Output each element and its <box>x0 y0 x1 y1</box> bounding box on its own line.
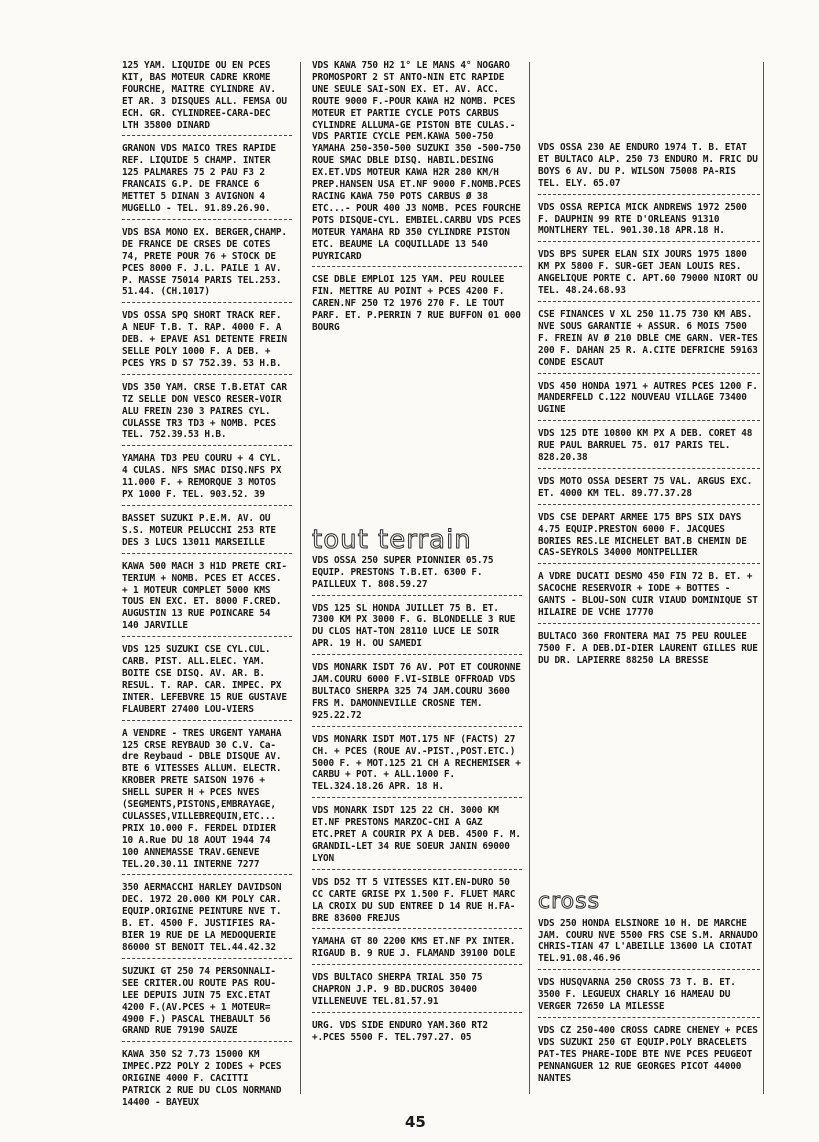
ad-separator <box>122 135 292 136</box>
ad-separator <box>312 964 522 965</box>
classified-ad: KAWA 500 MACH 3 H1D PRETE CRI-TERIUM + NOMB. PCES ET ACCES. + 1 MOTEUR COMPLET 5000 KMS TOUS EN EXC. ET. 8000 F.CRED. AUGUSTIN 13 RUE POINCARE 54 140 JARVILLE <box>122 560 287 632</box>
ad-separator <box>538 373 760 374</box>
classified-ad: VDS 450 HONDA 1971 + AUTRES PCES 1200 F. MANDERFELD C.122 NOUVEAU VILLAGE 73400 UGINE <box>538 380 758 416</box>
ad-separator <box>538 468 760 469</box>
classified-ad: VDS D52 TT 5 VITESSES KIT.EN-DURO 50 CC CARTE GRISE PX 1.500 F. FLUET MARC LA CROIX DU SUD ENTREE D 14 RUE H.FA-BRE 83600 FREJUS <box>312 876 516 924</box>
classified-ad: VDS CSE DEPART ARMEE 175 BPS SIX DAYS 4.75 EQUIP.PRESTON 6000 F. JACQUES BORIES RES.LE MICHELET BAT.B CHEMIN DE CAS-SEYROLS 34000 MONTPELLIER <box>538 511 747 559</box>
ad-separator <box>538 241 760 242</box>
classified-ad: YAMAHA TD3 PEU COURU + 4 CYL. 4 CULAS. NFS SMAC DISQ.NFS PX 11.000 F. + REMORQUE 3 MOTOS PX 1000 F. TEL. 903.52. 39 <box>122 453 282 501</box>
ad-separator <box>122 505 292 506</box>
classified-ad: VDS HUSQVARNA 250 CROSS 73 T. B. ET. 3500 F. LEGUEUX CHARLY 16 HAMEAU DU VERGER 72650 LA MILESSE <box>538 977 736 1013</box>
classified-ad: 125 YAM. LIQUIDE OU EN PCES KIT, BAS MOTEUR CADRE KROME FOURCHE, MAITRE CYLINDRE AV. ET AR. 3 DISQUES ALL. FEMSA OU ECH. GR. CYLINDREE-CARA-DEC LTH 35800 DINARD <box>122 60 287 131</box>
classified-ad: CSE FINANCES V XL 250 11.75 730 KM ABS. NVE SOUS GARANTIE + ASSUR. 6 MOIS 7500 F. FREIN AV Ø 210 DBLE CME GARN. VER-TES 200 F. DAHAN 25 R. A.CITE DEFRICHE 59163 CONDE ESCAUT <box>538 308 758 368</box>
ad-separator <box>122 636 292 637</box>
classified-ad: VDS 350 YAM. CRSE T.B.ETAT CAR TZ SELLE DON VESCO RESER-VOIR ALU FREIN 230 3 PAIRES CYL. CULASSE TR3 TD3 + NOMB. PCES TEL. 752.39.53 H.B. <box>122 381 287 441</box>
ad-separator <box>538 563 760 564</box>
column-middle <box>312 60 522 1045</box>
ad-separator <box>312 869 522 870</box>
classified-ad: VDS KAWA 750 H2 1° LE MANS 4° NOGARO PROMOSPORT 2 ST ANTO-NIN ETC RAPIDE UNE SEULE SAI-SON EX. ET. AV. ACC. ROUTE 9000 F.-POUR KAWA H2 NOMB. PCES MOTEUR ET PARTIE CYCLE POTS CARBUS CYLINDRE ALLUMA-GE PISTON BTE CULAS.- VDS PARTIE CYCLE PEM.KAWA 500-750 YAMAHA 250-350-500 SUZUKI 350 -500-750 ROUE SMAC DBLE DISQ. HABIL.DESING EX.ET.VDS MOTEUR KAWA H2R 280 KM/H PREP.HANSEN USA ET.NF 9000 F.NOMB.PCES RACING KAWA 750 POTS CARBUS Ø 38 ETC...- POUR 400 J3 NOMB. PCES FOURCHE POTS DISQUE-CYL. EMBIEL.CARBU VDS PCES MOTEUR YAMAHA RD 350 CYLINDRE PISTON ETC. BEAUME LA COQUILLADE 13 540 PUYRICARD <box>312 60 521 262</box>
ad-separator <box>538 420 760 421</box>
cross-ads <box>538 918 760 1086</box>
classified-ad: A VDRE DUCATI DESMO 450 FIN 72 B. ET. + SACOCHE RESERVOIR + IODE + BOTTES - GANTS - BLOU-SON CUIR VIAUD DOMINIQUE ST HILAIRE DE VCHE 17770 <box>538 571 758 619</box>
page-number: 45 <box>405 1113 426 1131</box>
ad-separator <box>122 720 292 721</box>
classified-ad: VDS OSSA 250 SUPER PIONNIER 05.75 EQUIP. PRESTONS T.B.ET. 6300 F. PAILLEUX T. 808.59.27 <box>312 554 494 590</box>
classified-ad: VDS MOTO OSSA DESERT 75 VAL. ARGUS EXC. ET. 4000 KM TEL. 89.77.37.28 <box>538 475 753 499</box>
classified-ad: VDS MONARK ISDT MOT.175 NF (FACTS) 27 CH. + PCES (ROUE AV.-PIST.,POST.ETC.) 5000 F. + MOT.125 21 CH A RECHEMISER + CARBU + POT. + ALL.1000 F. TEL.324.18.26 APR. 18 H. <box>312 733 521 793</box>
ad-separator <box>538 504 760 505</box>
ad-separator <box>122 958 292 959</box>
column-right <box>538 60 760 1086</box>
ad-separator <box>312 797 522 798</box>
ad-separator <box>312 266 522 267</box>
ad-separator <box>122 374 292 375</box>
column-left <box>122 60 292 1110</box>
ad-separator <box>312 928 522 929</box>
classified-ad: GRANON VDS MAICO TRES RAPIDE REF. LIQUIDE 5 CHAMP. INTER 125 PALMARES 75 2 PAU F3 2 FRANCAIS G.P. DE FRANCE 6 METTET 5 DINAN 3 AVIGNON 4 MUGELLO - TEL. 91.89.26.90. <box>122 143 276 214</box>
ad-separator <box>122 874 292 875</box>
ad-separator <box>538 194 760 195</box>
classified-ad: VDS BULTACO SHERPA TRIAL 350 75 CHAPRON J.P. 9 BD.DUCROS 30400 VILLENEUVE TEL.81.57.91 <box>312 972 483 1008</box>
column-rule-middle <box>529 62 530 1094</box>
classified-ad: A VENDRE - TRES URGENT YAMAHA 125 CRSE REYBAUD 30 C.V. Ca-dre Reybaud - DBLE DISQUE AV. BTE 6 VITESSES ALLUM. ELECTR. KROBER PRETE SAISON 1976 + SHELL SUPER H + PCES NVES (SEGMENTS,PISTONS,EMBRAYAGE, CULASSES,VILLEBREQUIN,ETC... PRIX 10.000 F. FERDEL DIDIER 10 A.Rue DU 18 AOUT 1944 74 100 ANNEMASSE TRAV.GENEVE TEL.20.30.11 INTERNE 7277 <box>122 727 282 870</box>
classified-ad: VDS 125 SL HONDA JUILLET 75 B. ET. 7300 KM PX 3000 F. G. BLONDELLE 3 RUE DU CLOS HAT-TON 28110 LUCE LE SOIR APR. 19 H. OU SAMEDI <box>312 602 516 650</box>
classified-ad: VDS 250 HONDA ELSINORE 10 H. DE MARCHE JAM. COURU NVE 5500 FRS CSE S.M. ARNAUDO CHRIS-TIAN 47 L'ABEILLE 13600 LA CIOTAT TEL.91.08.46.96 <box>538 917 758 965</box>
section-heading-tout-terrain: tout terrain <box>312 524 472 555</box>
ad-separator <box>312 726 522 727</box>
section-heading-cross: cross <box>538 888 601 914</box>
right-ads-top <box>538 142 760 668</box>
classified-ad: VDS CZ 250-400 CROSS CADRE CHENEY + PCES VDS SUZUKI 250 GT EQUIP.POLY BRACELETS PAT-TES PHARE-IODE BTE NVE PCES PEUGEOT PENNANGUER 12 RUE GEORGES PICOT 44000 NANTES <box>538 1024 758 1084</box>
middle-ads-top <box>312 60 522 335</box>
column-rule-right <box>763 62 764 1094</box>
ad-separator <box>538 969 760 970</box>
classified-ad: URG. VDS SIDE ENDURO YAM.360 RT2 +.PCES 5500 F. TEL.797.27. 05 <box>312 1019 488 1043</box>
ad-separator <box>122 302 292 303</box>
classified-ad: KAWA 350 S2 7.73 15000 KM IMPEC.PZ2 POLY 2 IODES + PCES ORIGINE 4000 F. CACITTI PATRICK 2 RUE DU CLOS NORMAND 14400 - BAYEUX <box>122 1049 282 1108</box>
ad-separator <box>538 301 760 302</box>
tout-terrain-ads <box>312 555 522 1045</box>
ad-separator <box>122 219 292 220</box>
ad-separator <box>312 654 522 655</box>
ad-separator <box>312 1012 522 1013</box>
column-rule-left <box>300 62 301 1094</box>
classified-ad: VDS MONARK ISDT 125 22 CH. 3000 KM ET.NF PRESTONS MARZOC-CHI A GAZ ETC.PRET A COURIR PX A DEB. 4500 F. M. GRANDIL-LET 34 RUE SOEUR JANIN 69000 LYON <box>312 805 521 864</box>
classified-ad: VDS 125 SUZUKI CSE CYL.CUL. CARB. PIST. ALL.ELEC. YAM. BOITE CSE DISQ. AV. AR. B. RESUL. T. RAP. CAR. IMPEC. PX INTER. LEFEBVRE 15 RUE GUSTAVE FLAUBERT 27400 LOU-VIERS <box>122 644 287 715</box>
classified-ad: VDS 125 DTE 10800 KM PX A DEB. CORET 48 RUE PAUL BARRUEL 75. 017 PARIS TEL. 828.20.38 <box>538 428 753 464</box>
classified-ad: YAMAHA GT 80 2200 KMS ET.NF PX INTER. RIGAUD B. 9 RUE J. FLAMAND 39100 DOLE <box>312 936 516 960</box>
ad-separator <box>122 1041 292 1042</box>
ad-separator <box>538 1017 760 1018</box>
classified-ad: VDS BSA MONO EX. BERGER,CHAMP. DE FRANCE DE CRSES DE COTES 74, PRETE POUR 76 + STOCK DE PCES 8000 F. J.L. PAILE 1 AV. P. MASSE 75014 PARIS TEL.253. 51.44. (CH.1017) <box>122 226 287 298</box>
classified-ad: VDS OSSA SPQ SHORT TRACK REF. A NEUF T.B. T. RAP. 4000 F. A DEB. + EPAVE AS1 DETENTE FREIN SELLE POLY 1000 F. A DEB. + PCES YRS D S7 752.39. 53 H.B. <box>122 310 287 369</box>
classified-ad: VDS OSSA REPICA MICK ANDREWS 1972 2500 F. DAUPHIN 99 RTE D'ORLEANS 91310 MONTLHERY TEL. 901.30.18 APR.18 H. <box>538 201 747 237</box>
ad-separator <box>122 553 292 554</box>
classified-ad: VDS BPS SUPER ELAN SIX JOURS 1975 1800 KM PX 5800 F. SUR-GET JEAN LOUIS RES. ANGELIQUE PORTE C. APT.60 79000 NIORT OU TEL. 48.24.68.93 <box>538 249 758 297</box>
ad-separator <box>538 623 760 624</box>
classified-ad: 350 AERMACCHI HARLEY DAVIDSON DEC. 1972 20.000 KM POLY CAR. EQUIP.ORIGINE PEINTURE NVE T. B. ET. 4500 F. JUSTIFIES RA-BIER 19 RUE DE LA MEDOQUERIE 86000 ST BENOIT TEL.44.42.32 <box>122 882 282 953</box>
classified-ad: VDS OSSA 230 AE ENDURO 1974 T. B. ETAT ET BULTACO ALP. 250 73 ENDURO M. FRIC DU BOYS 6 AV. DU P. WILSON 75008 PA-RIS TEL. ELY. 65.07 <box>538 142 758 189</box>
classified-ad: VDS MONARK ISDT 76 AV. POT ET COURONNE JAM.COURU 6000 F.VI-SIBLE OFFROAD VDS BULTACO SHERPA 325 74 JAM.COURU 3600 FRS M. DAMONNEVILLE CROSNE TEM. 925.22.72 <box>312 662 521 721</box>
classified-ad: BULTACO 360 FRONTERA MAI 75 PEU ROULEE 7500 F. A DEB.DI-DIER LAURENT GILLES RUE DU DR. LAPIERRE 88250 LA BRESSE <box>538 631 758 666</box>
ad-separator <box>312 595 522 596</box>
classified-ad: BASSET SUZUKI P.E.M. AV. OU S.S. MOTEUR PELUCCHI 253 RTE DES 3 LUCS 13011 MARSEILLE <box>122 513 276 548</box>
ad-separator <box>122 445 292 446</box>
classified-ad: SUZUKI GT 250 74 PERSONNALI-SEE CRITER.OU ROUTE PAS ROU-LEE DEPUIS JUIN 75 EXC.ETAT 4200 F.(AV.PCES + 1 MOTEUR= 4900 F.) PASCAL THEBAULT 56 GRAND RUE 79190 SAUZE <box>122 965 276 1037</box>
classified-ad: CSE DBLE EMPLOI 125 YAM. PEU ROULEE FIN. METTRE AU POINT + PCES 4200 F. CAREN.NF 250 T2 1976 270 F. LE TOUT PARF. ET. P.PERRIN 7 RUE BUFFON 01 000 BOURG <box>312 274 521 334</box>
